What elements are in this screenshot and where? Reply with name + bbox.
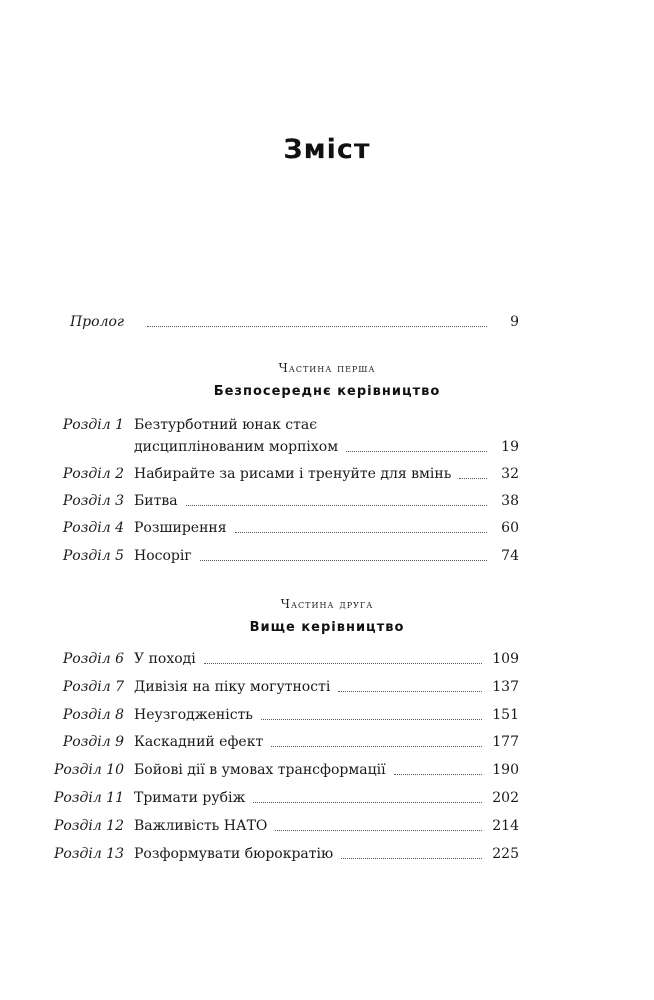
toc-entry xyxy=(134,676,519,698)
toc-row-chapter-3 xyxy=(0,490,654,512)
toc-label: Розділ 3 xyxy=(62,493,124,509)
toc-entry-title: Розформувати бюрократію xyxy=(134,843,341,865)
toc-label: Розділ 5 xyxy=(62,548,124,564)
toc-entry xyxy=(134,463,519,485)
part-label: Частина перша xyxy=(278,361,376,375)
toc-row-chapter-9 xyxy=(0,731,654,753)
toc-row-chapter-5 xyxy=(0,545,654,567)
toc-entry xyxy=(147,311,519,333)
toc-entry-title-cont: дисциплінованим морпіхом xyxy=(134,436,346,458)
toc-entry xyxy=(134,517,519,539)
dot-leader xyxy=(200,559,487,561)
toc-page-number: 19 xyxy=(501,439,519,455)
toc-row-chapter-6 xyxy=(0,648,654,670)
toc-label: Розділ 9 xyxy=(62,734,124,750)
part-title: Вище керівництво xyxy=(249,620,405,635)
toc-page-number: 202 xyxy=(492,790,519,806)
part-title: Безпосереднє керівництво xyxy=(213,384,441,399)
toc-entry-title: Важливість НАТО xyxy=(134,815,275,837)
toc-label: Розділ 13 xyxy=(53,846,124,862)
toc-entry-title: Дивізія на піку могутності xyxy=(134,676,338,698)
dot-leader xyxy=(253,801,482,803)
dot-leader xyxy=(275,829,482,831)
toc-row-chapter-13 xyxy=(0,843,654,865)
dot-leader xyxy=(186,504,487,506)
toc-entry xyxy=(134,414,519,458)
dot-leader xyxy=(271,745,482,747)
toc-page-number: 190 xyxy=(492,762,519,778)
toc-label: Розділ 11 xyxy=(53,790,124,806)
toc-entry-title: Бойові дії в умовах трансформації xyxy=(134,759,394,781)
toc-page-number: 137 xyxy=(492,679,519,695)
toc-row-chapter-11 xyxy=(0,787,654,809)
toc-row-chapter-12 xyxy=(0,815,654,837)
toc-entry xyxy=(134,787,519,809)
dot-leader xyxy=(346,450,487,452)
dot-leader xyxy=(459,477,487,479)
dot-leader xyxy=(147,325,487,327)
toc-page-number: 38 xyxy=(501,493,519,509)
dot-leader xyxy=(235,531,487,533)
toc-entry-title: Тримати рубіж xyxy=(134,787,253,809)
toc-page-number: 60 xyxy=(501,520,519,536)
toc-row-chapter-4 xyxy=(0,517,654,539)
toc-entry xyxy=(134,704,519,726)
toc-entry xyxy=(134,815,519,837)
toc-entry-title: Безтурботний юнак стає xyxy=(134,417,318,433)
toc-entry-title: Битва xyxy=(134,490,186,512)
dot-leader xyxy=(261,718,482,720)
toc-page-number: 214 xyxy=(492,818,519,834)
toc-page-number: 177 xyxy=(492,734,519,750)
toc-page-number: 9 xyxy=(510,314,519,330)
toc-entry xyxy=(134,843,519,865)
part-label: Частина друга xyxy=(280,597,374,611)
toc-entry-title: Набирайте за рисами і тренуйте для вмінь xyxy=(134,463,459,485)
toc-row-chapter-8 xyxy=(0,704,654,726)
toc-label: Розділ 1 xyxy=(62,417,124,433)
toc-page-number: 109 xyxy=(492,651,519,667)
toc-entry xyxy=(134,648,519,670)
toc-entry-title: Каскадний ефект xyxy=(134,731,271,753)
toc-row-chapter-1 xyxy=(0,414,654,458)
toc-entry-title: Неузгодженість xyxy=(134,704,261,726)
toc-entry xyxy=(134,731,519,753)
toc-label: Розділ 4 xyxy=(62,520,124,536)
toc-entry-title: Розширення xyxy=(134,517,235,539)
toc-entry xyxy=(134,490,519,512)
toc-entry xyxy=(134,759,519,781)
toc-label: Пролог xyxy=(69,314,124,330)
toc-label: Розділ 8 xyxy=(62,707,124,723)
toc-entry xyxy=(134,545,519,567)
dot-leader xyxy=(394,773,483,775)
toc-entry-title: У поході xyxy=(134,648,204,670)
toc-row-chapter-2 xyxy=(0,463,654,485)
dot-leader xyxy=(341,857,482,859)
toc-label: Розділ 2 xyxy=(62,466,124,482)
page-title: Зміст xyxy=(283,134,371,165)
toc-page-number: 151 xyxy=(492,707,519,723)
toc-label: Розділ 7 xyxy=(62,679,124,695)
dot-leader xyxy=(204,662,483,664)
toc-page-number: 225 xyxy=(492,846,519,862)
toc-entry-title: Носоріг xyxy=(134,545,200,567)
toc-label: Розділ 12 xyxy=(53,818,124,834)
toc-label: Розділ 10 xyxy=(53,762,124,778)
toc-page-number: 74 xyxy=(501,548,519,564)
toc-label: Розділ 6 xyxy=(62,651,124,667)
toc-row-prologue xyxy=(0,311,654,333)
dot-leader xyxy=(338,690,482,692)
toc-row-chapter-10 xyxy=(0,759,654,781)
toc-row-chapter-7 xyxy=(0,676,654,698)
toc-page-number: 32 xyxy=(501,466,519,482)
